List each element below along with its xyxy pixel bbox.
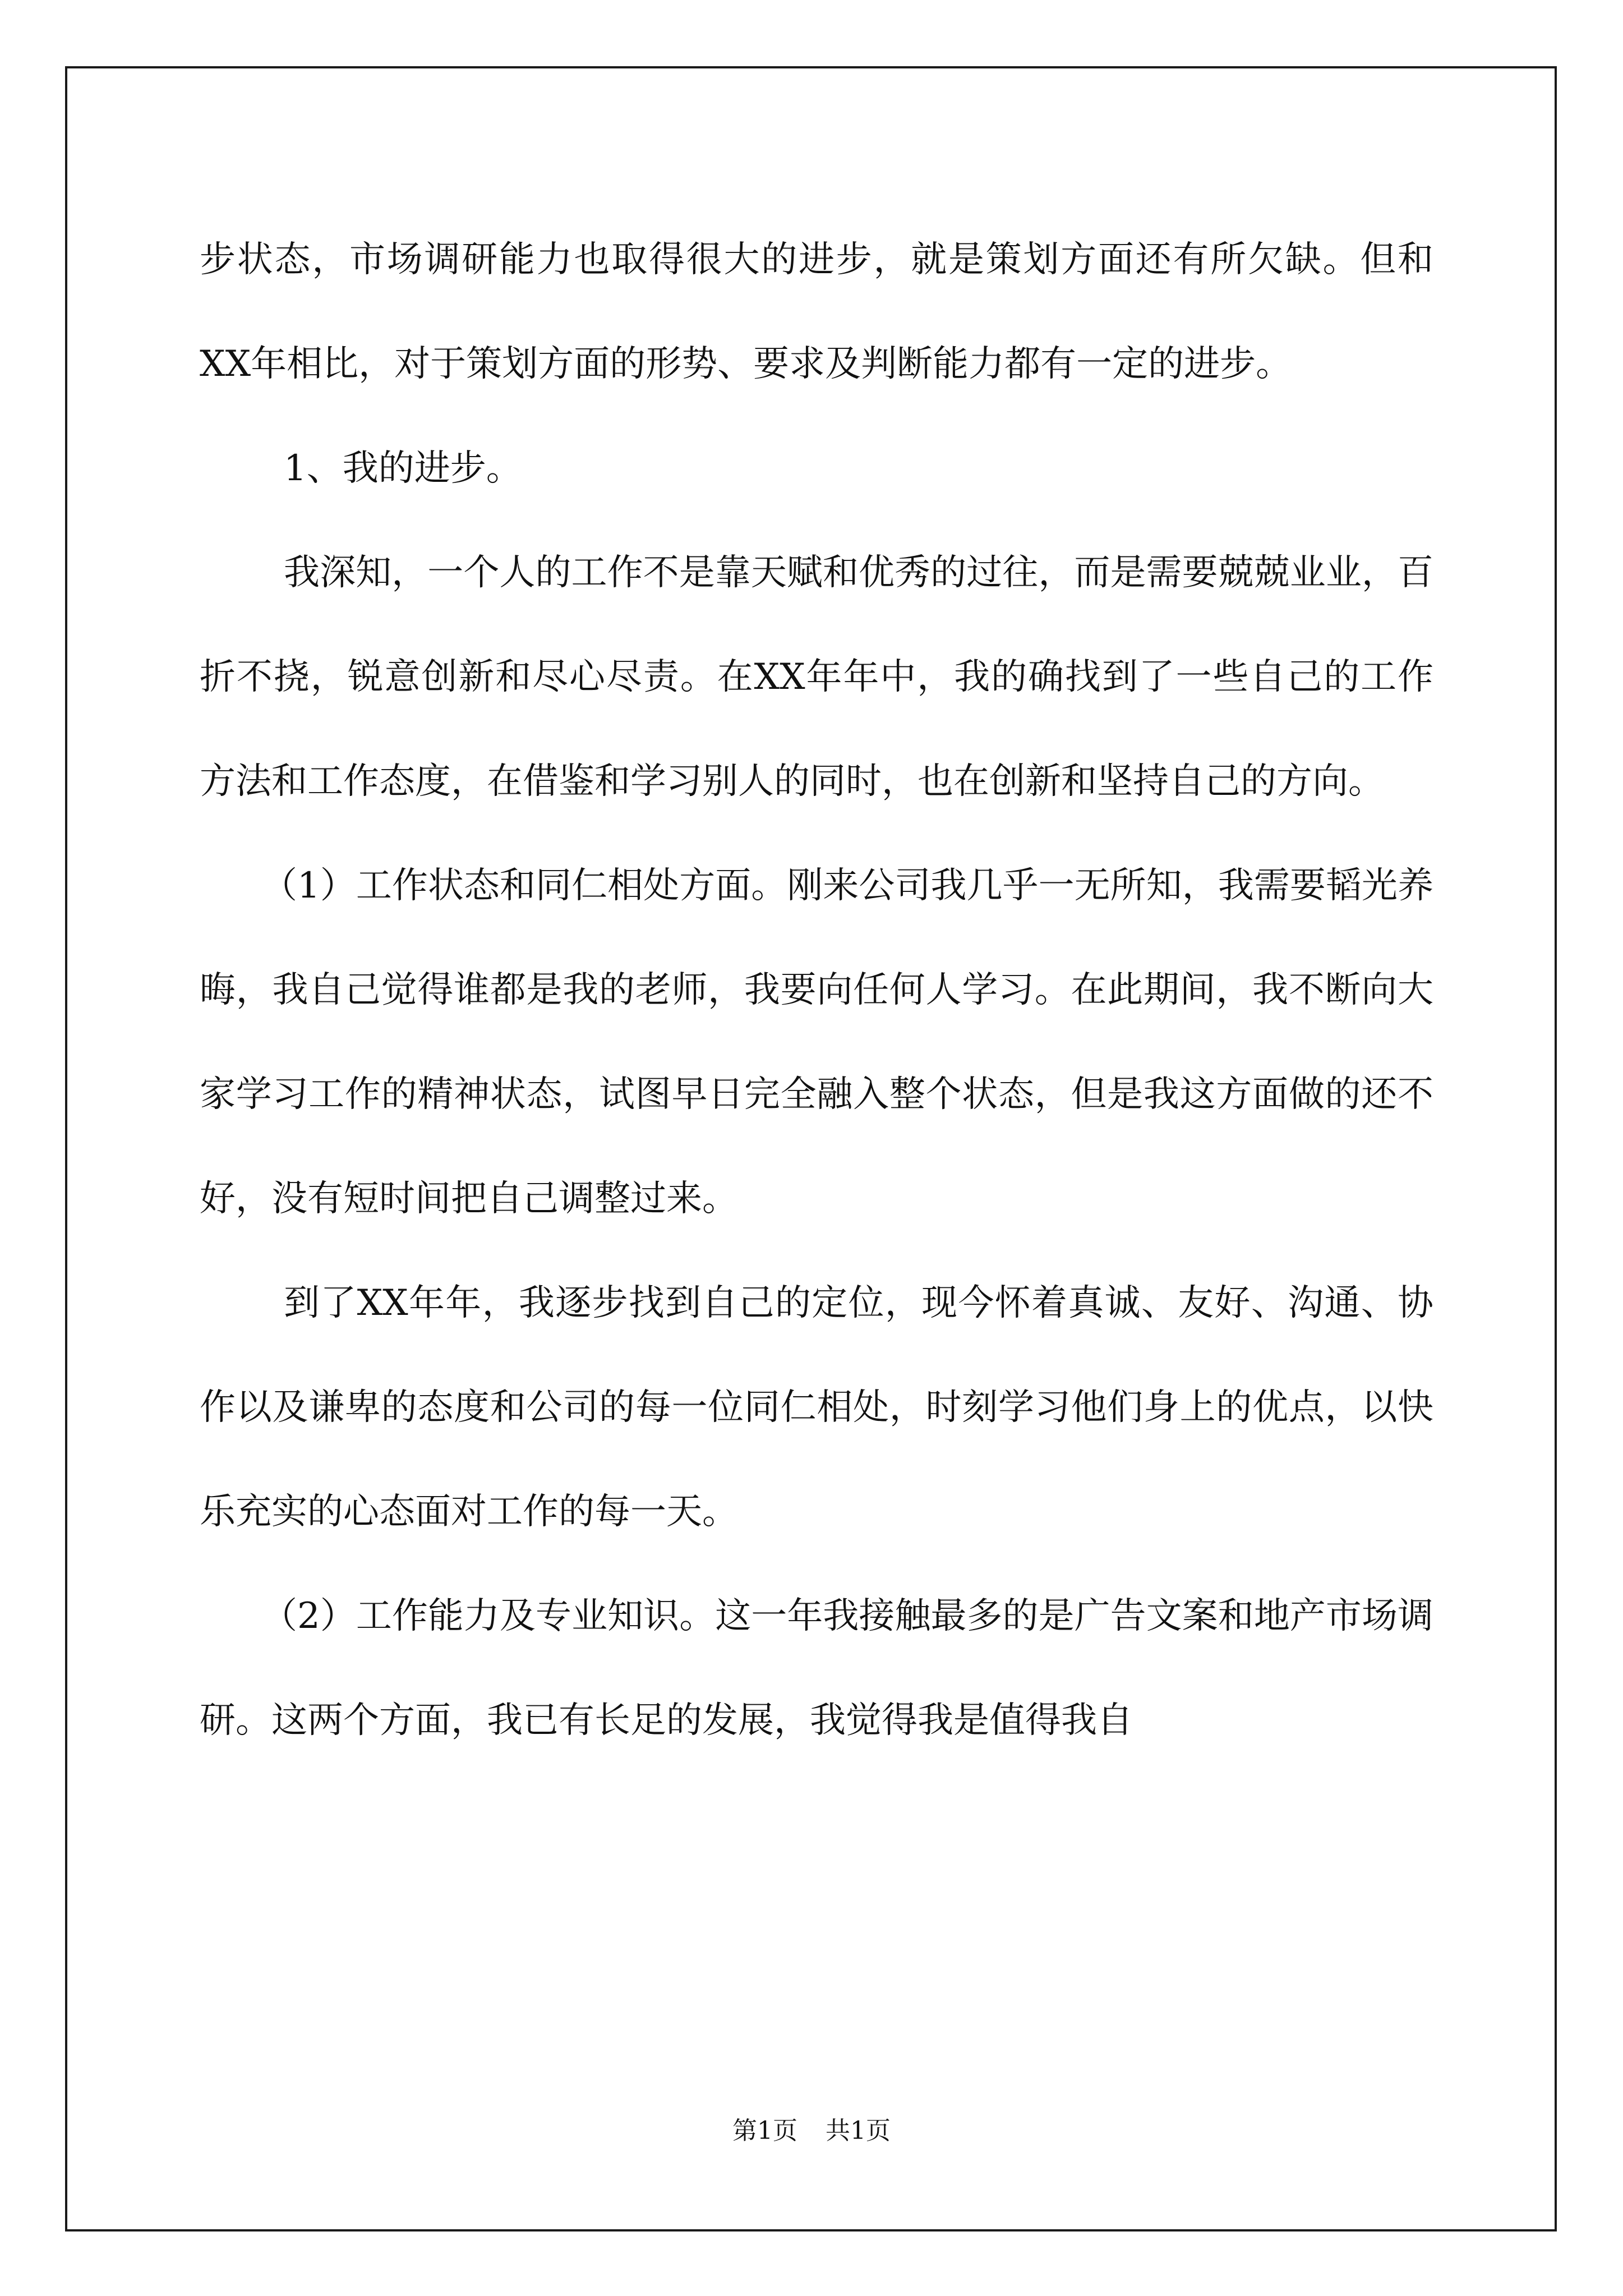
paragraph-3: 我深知，一个人的工作不是靠天赋和优秀的过往，而是需要兢兢业业，百折不挠，锐意创新和尽心尽责。在XX年年中，我的确找到了一些自己的工作方法和工作态度，在借鉴和学习别人的同时，也在创新和坚持自己的方向。 bbox=[200, 552, 1433, 802]
document-body bbox=[200, 208, 1433, 1773]
page-number: 第1页 bbox=[732, 2116, 797, 2145]
paragraph-1: 步状态，市场调研能力也取得很大的进步，就是策划方面还有所欠缺。但和XX年相比，对于策划方面的形势、要求及判断能力都有一定的进步。 bbox=[200, 239, 1433, 385]
paragraph-5: 到了XX年年，我逐步找到自己的定位，现今怀着真诚、友好、沟通、协作以及谦卑的态度和公司的每一位同仁相处，时刻学习他们身上的优点，以快乐充实的心态面对工作的每一天。 bbox=[200, 1282, 1433, 1533]
paragraph-6: （2）工作能力及专业知识。这一年我接触最多的是广告文案和地产市场调研。这两个方面，我已有长足的发展，我觉得我是值得我自 bbox=[200, 1595, 1433, 1741]
paragraph-2-heading: 1、我的进步。 bbox=[284, 448, 522, 489]
paragraph-4: （1）工作状态和同仁相处方面。刚来公司我几乎一无所知，我需要韬光养晦，我自己觉得谁都是我的老师，我要向任何人学习。在此期间，我不断向大家学习工作的精神状态，试图早日完全融入整个状态，但是我这方面做的还不好，没有短时间把自己调整过来。 bbox=[200, 865, 1433, 1220]
page-footer bbox=[0, 2110, 1623, 2146]
page-total: 共1页 bbox=[826, 2116, 891, 2145]
